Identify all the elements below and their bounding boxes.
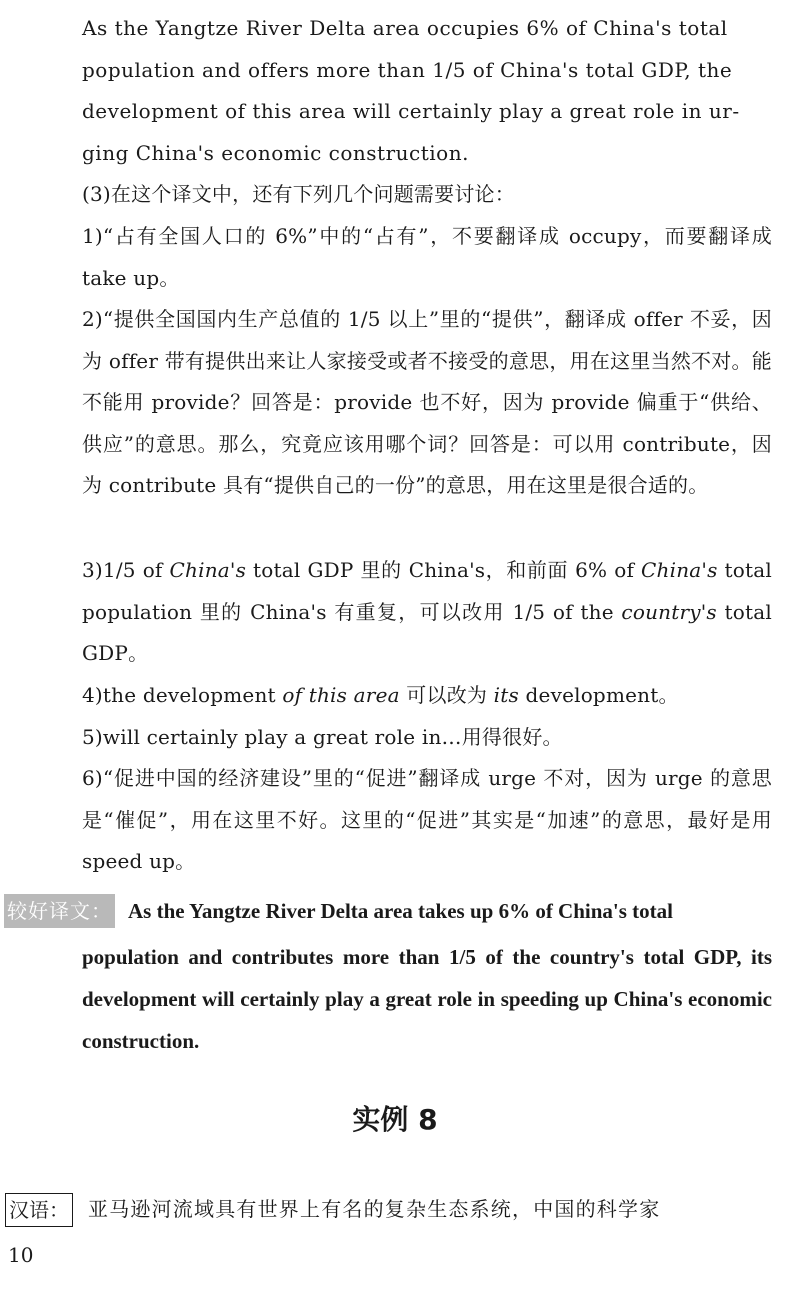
p4-part-a: 4)the development <box>82 683 283 707</box>
discussion-point-3 <box>82 550 772 675</box>
better-translation-label: 较好译文： <box>4 894 115 928</box>
p3-part-d: total GDP。 <box>82 599 772 665</box>
p3-part-c: total population 里的 China's 有重复，可以改用 1/5 of the <box>82 558 772 624</box>
intro-line-4: ging China's economic construction. <box>82 140 469 165</box>
discussion-point-6: 6)“促进中国的经济建设”里的“促进”翻译成 urge 不对，因为 urge 的意思是“催促”，用在这里不好。这里的“促进”其实是“加速”的意思，最好是用 speed up。 <box>82 766 772 873</box>
chinese-label: 汉语： <box>5 1193 73 1227</box>
page-number: 10 <box>8 1243 34 1267</box>
p4-italic-b: its <box>493 683 519 707</box>
intro-line-3: development of this area will certainly play a great role in ur- <box>82 99 740 123</box>
p3-italic-c: country's <box>621 599 717 624</box>
p3-part-b: total GDP 里的 China's，和前面 6% of <box>246 558 642 582</box>
intro-line-1: As the Yangtze River Delta area occupies 6% of China's total <box>82 16 728 40</box>
chinese-source-text: 亚马逊河流域具有世界上有名的复杂生态系统，中国的科学家 <box>88 1197 661 1221</box>
better-translation-line-1: As the Yangtze River Delta area takes up 6% of China's total <box>128 899 673 923</box>
p3-italic-b: China's <box>641 558 718 582</box>
p4-part-b: 可以改为 <box>399 683 494 707</box>
discussion-point-5: 5)will certainly play a great role in…用得很好。 <box>82 725 563 749</box>
discussion-point-4 <box>82 675 772 717</box>
example-heading: 实例 8 <box>352 1103 438 1136</box>
discussion-point-2: 2)“提供全国国内生产总值的 1/5 以上”里的“提供”，翻译成 offer 不妥，因为 offer 带有提供出来让人家接受或者不接受的意思，用在这里当然不对。能不能用 provide？回答是：provide 也不好，因为 provide 偏重于“供给、供应”的意思。那么，究竟应该用哪个词？回答是：可以用 contribute，因为 contribute 具有“提供自己的一份”的意思，用在这里是很合适的。 <box>82 307 772 497</box>
discussion-point-1: 1)“占有全国人口的 6%”中的“占有”，不要翻译成 occupy，而要翻译成 take up。 <box>82 224 772 290</box>
p4-italic-a: of this area <box>282 683 400 707</box>
p3-italic-a: China's <box>169 558 247 582</box>
intro-line-2: population and offers more than 1/5 of China's total GDP, the <box>82 57 733 82</box>
discussion-heading: (3)在这个译文中，还有下列几个问题需要讨论： <box>82 182 515 206</box>
better-translation-rest: population and contributes more than 1/5 of the country's total GDP, its development will certainly play a great role in speeding up China's economic construction. <box>82 945 772 1053</box>
p3-part-a: 3)1/5 of <box>82 558 170 582</box>
intro-paragraph <box>82 8 772 174</box>
p4-part-c: development。 <box>518 683 679 707</box>
